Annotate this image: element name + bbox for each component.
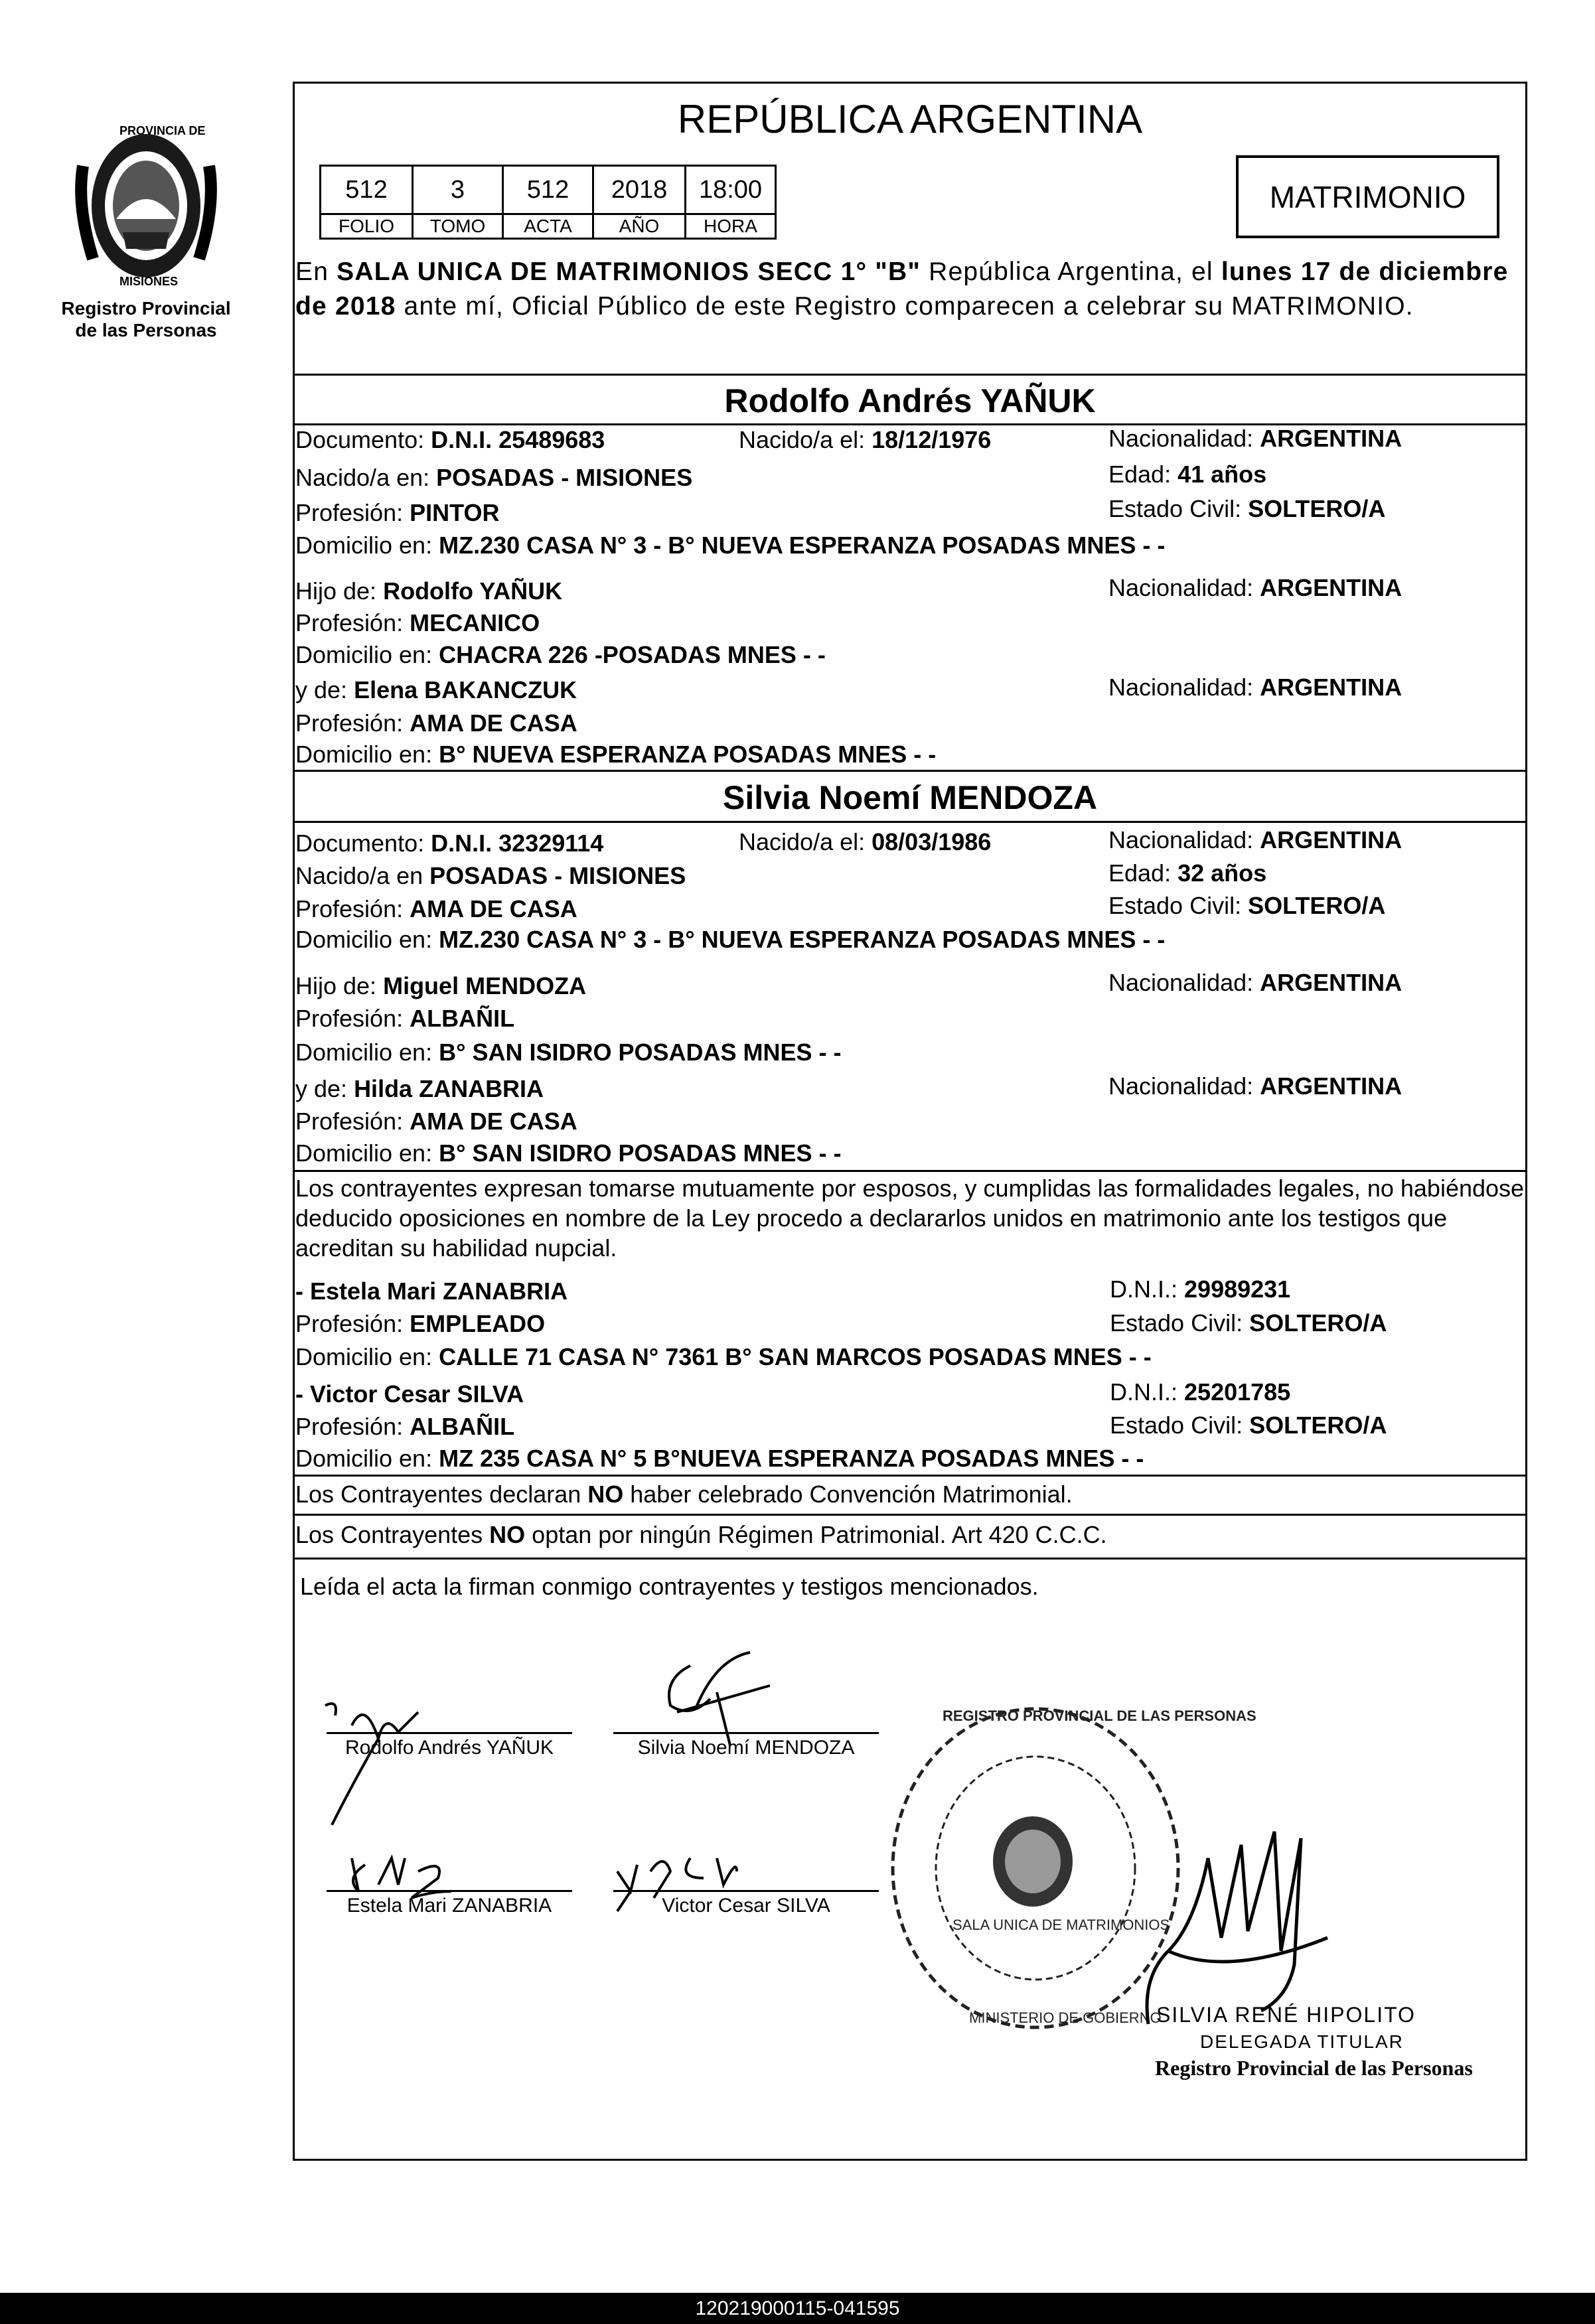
groom-mother: y de: Elena BAKANCZUK (295, 676, 577, 703)
groom-father-profession: Profesión: MECANICO (295, 609, 540, 636)
bride-mother-nationality: Nacionalidad: ARGENTINA (1108, 1072, 1403, 1100)
intro-office: SALA UNICA DE MATRIMONIOS SECC 1° "B" (337, 257, 921, 286)
province-emblem (56, 126, 236, 292)
groom-signature-line: Rodolfo Andrés YAÑUK (327, 1732, 572, 1759)
tomo-label: TOMO (413, 214, 503, 239)
official-office: Registro Provincial de las Personas (1155, 2056, 1473, 2080)
groom-profession: Profesión: PINTOR (295, 499, 500, 526)
stamp-inner-text: SALA UNICA DE MATRIMONIOS (952, 1917, 1170, 1933)
bride-name: Silvia Noemí MENDOZA (723, 779, 1097, 816)
bride-civil-status: Estado Civil: SOLTERO/A (1108, 892, 1386, 919)
folio-value: 512 (321, 166, 413, 214)
groom-father: Hijo de: Rodolfo YAÑUK (295, 577, 563, 605)
acta-value: 512 (503, 166, 593, 214)
divider (293, 1475, 1527, 1477)
bride-mother-address: Domicilio en: B° SAN ISIDRO POSADAS MNES - - (295, 1139, 842, 1167)
witness1-address: Domicilio en: CALLE 71 CASA N° 7361 B° SAN MARCOS POSADAS MNES - - (295, 1343, 1152, 1370)
bride-father-profession: Profesión: ALBAÑIL (295, 1005, 515, 1032)
groom-age: Edad: 41 años (1108, 461, 1267, 488)
acta-label: ACTA (503, 214, 593, 239)
bride-born-date: Nacido/a el: 08/03/1986 (739, 828, 992, 855)
tomo-value: 3 (413, 166, 503, 214)
registry-label-line1: Registro Provincial (61, 298, 231, 319)
divider (293, 1514, 1527, 1516)
bride-nationality: Nacionalidad: ARGENTINA (1108, 826, 1403, 853)
witness1-profession: Profesión: EMPLEADO (295, 1310, 546, 1337)
groom-address: Domicilio en: MZ.230 CASA N° 3 - B° NUEVA ESPERANZA POSADAS MNES - - (295, 532, 1166, 559)
witness1-signature-line: Estela Mari ZANABRIA (327, 1890, 572, 1917)
witness1-name: - Estela Mari ZANABRIA (295, 1277, 568, 1305)
bride-father: Hijo de: Miguel MENDOZA (295, 972, 587, 999)
witness2-address: Domicilio en: MZ 235 CASA N° 5 B°NUEVA ESPERANZA POSADAS MNES - - (295, 1445, 1144, 1472)
groom-document: Documento: D.N.I. 25489683 (295, 426, 605, 453)
divider (293, 770, 1527, 772)
witness2-dni: D.N.I.: 25201785 (1110, 1378, 1291, 1406)
bride-document: Documento: D.N.I. 32329114 (295, 830, 604, 857)
divider (293, 1170, 1527, 1172)
groom-born-date: Nacido/a el: 18/12/1976 (739, 426, 992, 453)
groom-civil-status: Estado Civil: SOLTERO/A (1108, 495, 1386, 522)
bride-father-address: Domicilio en: B° SAN ISIDRO POSADAS MNES - - (295, 1039, 842, 1066)
divider (293, 821, 1527, 823)
emblem-seal-icon (56, 126, 236, 292)
witness2-profession: Profesión: ALBAÑIL (295, 1413, 515, 1440)
groom-mother-address: Domicilio en: B° NUEVA ESPERANZA POSADAS MNES - - (295, 741, 937, 768)
groom-father-nationality: Nacionalidad: ARGENTINA (1108, 574, 1403, 601)
bride-age: Edad: 32 años (1108, 859, 1267, 887)
intro-paragraph (295, 255, 1523, 324)
witness2-signature-line: Victor Cesar SILVA (613, 1890, 879, 1917)
registry-label-line2: de las Personas (75, 320, 217, 340)
groom-born-place: Nacido/a en: POSADAS - MISIONES (295, 464, 693, 491)
divider (293, 1558, 1527, 1560)
intro-date: lunes 17 de diciembre de 2018 (295, 257, 1509, 321)
groom-name: Rodolfo Andrés YAÑUK (724, 382, 1096, 419)
bride-father-nationality: Nacionalidad: ARGENTINA (1108, 969, 1403, 996)
official-title: DELEGADA TITULAR (1200, 2031, 1404, 2052)
intro-text-2: República Argentina, el (921, 257, 1221, 286)
certificate-type-box (1236, 155, 1499, 238)
stamp-outer-text: REGISTRO PROVINCIAL DE LAS PERSONAS (943, 1707, 1256, 1724)
page-title: REPÚBLICA ARGENTINA (677, 97, 1143, 141)
official-name: SILVIA RENÉ HIPOLITO (1156, 2003, 1416, 2027)
witness2-name: - Victor Cesar SILVA (295, 1380, 524, 1408)
folio-label: FOLIO (321, 214, 413, 239)
emblem-seal-top-text: PROVINCIA DE (119, 124, 206, 137)
hora-value: 18:00 (686, 166, 776, 214)
convention-line-1: Los Contrayentes declaran NO haber celebrado Convención Matrimonial. (295, 1481, 1073, 1508)
bride-mother-profession: Profesión: AMA DE CASA (295, 1108, 577, 1135)
groom-nationality: Nacionalidad: ARGENTINA (1108, 425, 1403, 452)
bride-mother: y de: Hilda ZANABRIA (295, 1075, 544, 1102)
declaration-paragraph: Los contrayentes expresan tomarse mutuamente por esposos, y cumplidas las formalidades legales, no habiéndose deducido oposiciones en nombre de la Ley procedo a declararlos unidos en matrimonio ante los testigos que acreditan su habilidad nupcial. (295, 1175, 1525, 1262)
certificate-type: MATRIMONIO (1269, 179, 1466, 214)
divider (293, 374, 1527, 376)
convention-line-2: Los Contrayentes NO optan por ningún Régimen Patrimonial. Art 420 C.C.C. (295, 1521, 1107, 1548)
groom-mother-nationality: Nacionalidad: ARGENTINA (1108, 674, 1403, 701)
intro-text-3: ante mí, Oficial Público de este Registro comparecen a celebrar su MATRIMONIO. (396, 292, 1414, 321)
anio-value: 2018 (593, 166, 686, 214)
document-code: 120219000115-041595 (0, 2293, 1595, 2324)
groom-mother-profession: Profesión: AMA DE CASA (295, 709, 577, 737)
stamp-bottom-text: MINISTERIO DE GOBIERNO (969, 2009, 1162, 2026)
witness2-civil-status: Estado Civil: SOLTERO/A (1110, 1412, 1387, 1439)
witness1-dni: D.N.I.: 29989231 (1110, 1275, 1291, 1303)
intro-text-1: En (295, 257, 337, 286)
bride-born-place: Nacido/a en POSADAS - MISIONES (295, 862, 686, 889)
registry-data-table (319, 165, 777, 240)
anio-label: AÑO (593, 214, 686, 239)
bride-profession: Profesión: AMA DE CASA (295, 895, 577, 922)
closing-text: Leída el acta la firman conmigo contrayentes y testigos mencionados. (300, 1573, 1039, 1600)
bride-signature-line: Silvia Noemí MENDOZA (613, 1732, 879, 1759)
witness1-civil-status: Estado Civil: SOLTERO/A (1110, 1309, 1387, 1337)
bride-address: Domicilio en: MZ.230 CASA N° 3 - B° NUEVA ESPERANZA POSADAS MNES - - (295, 926, 1166, 953)
hora-label: HORA (686, 214, 776, 239)
emblem-seal-bottom-text: MISIONES (119, 275, 179, 288)
groom-father-address: Domicilio en: CHACRA 226 -POSADAS MNES - - (295, 641, 826, 668)
